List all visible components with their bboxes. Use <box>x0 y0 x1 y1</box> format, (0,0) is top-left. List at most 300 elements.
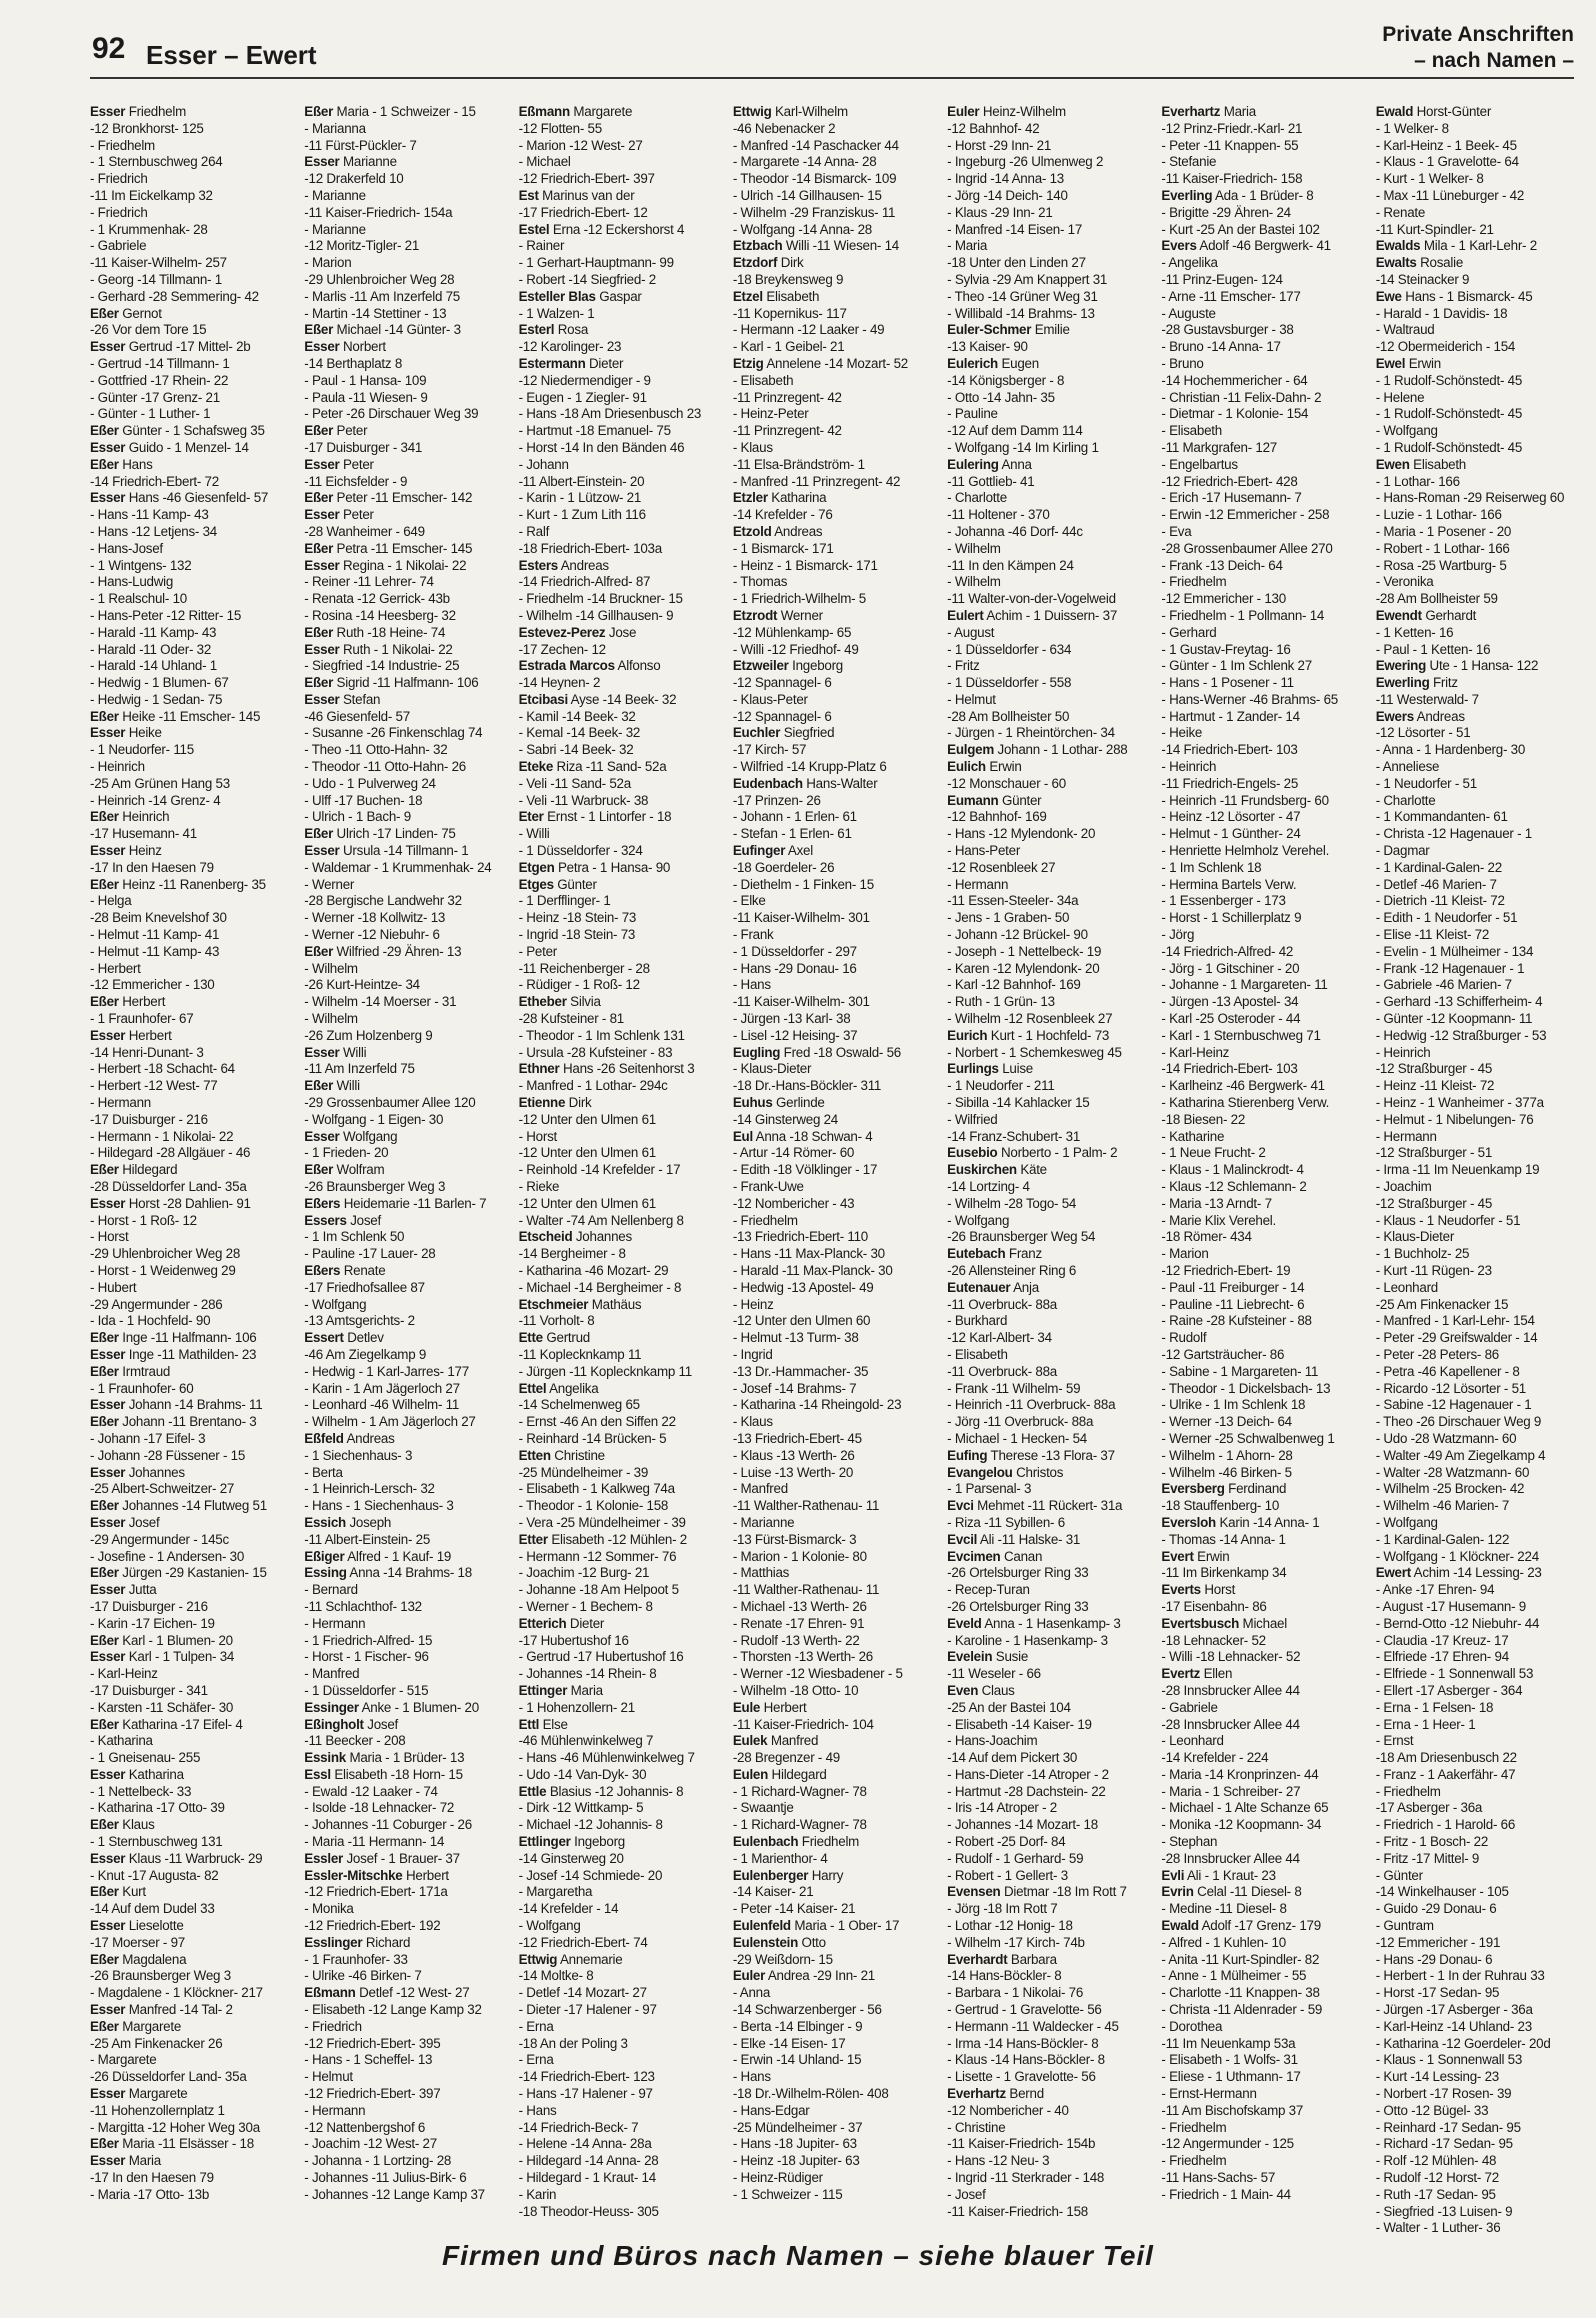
directory-entry <box>304 1162 508 1179</box>
directory-entry <box>733 238 937 255</box>
entry-surname: Essler <box>304 1850 343 1866</box>
directory-entry <box>304 1784 508 1801</box>
entry-details: Norbert <box>343 339 386 355</box>
directory-entry <box>1376 2220 1580 2237</box>
entry-details: Heinrich <box>122 809 170 825</box>
entry-details: - Elisabeth - 1 Kalkweg 74a <box>518 1481 675 1497</box>
entry-details: - Otto -12 Bügel- 33 <box>1375 2102 1489 2118</box>
directory-entry <box>1161 205 1365 222</box>
directory-entry <box>733 776 937 793</box>
entry-details: - Helene -14 Anna- 28a <box>518 2136 652 2152</box>
directory-entry <box>733 322 937 339</box>
entry-surname: Esser <box>90 1464 126 1480</box>
directory-entry <box>1376 1213 1580 1230</box>
entry-details: Anna <box>1001 456 1032 472</box>
entry-details: - Fritz - 1 Bosch- 22 <box>1375 1834 1489 1850</box>
entry-details: - Hermann -12 Laaker - 49 <box>732 322 885 338</box>
entry-details: - Heinrich -14 Grenz- 4 <box>90 792 221 808</box>
directory-entry <box>519 1985 723 2002</box>
directory-entry <box>304 1145 508 1162</box>
directory-entry <box>733 1549 937 1566</box>
entry-details: Alfred - 1 Kauf- 19 <box>347 1548 452 1564</box>
entry-details: -26 Vor dem Tore 15 <box>90 322 207 338</box>
entry-surname: Esser <box>90 490 126 506</box>
directory-entry <box>519 238 723 255</box>
entry-details: - Christine <box>947 2119 1006 2135</box>
entry-surname: Eveld <box>947 1615 982 1631</box>
directory-entry <box>519 675 723 692</box>
directory-entry <box>304 1549 508 1566</box>
directory-entry <box>947 255 1151 272</box>
entry-surname: Eurlings <box>947 1061 999 1077</box>
directory-column <box>90 104 294 2237</box>
entry-details: Michael -14 Günter- 3 <box>336 322 461 338</box>
entry-surname: Estel <box>518 221 550 237</box>
entry-details: - Maria - 1 Posener - 20 <box>1375 523 1512 539</box>
directory-entry <box>90 222 294 239</box>
directory-entry <box>1161 1162 1365 1179</box>
directory-entry <box>90 709 294 726</box>
entry-details: - Gottfried -17 Rhein- 22 <box>90 372 229 388</box>
entry-details: Dirk <box>780 255 804 271</box>
entry-details: - Johannes -12 Lange Kamp 37 <box>304 2186 485 2202</box>
directory-entry <box>519 944 723 961</box>
directory-entry <box>1376 742 1580 759</box>
directory-entry <box>90 843 294 860</box>
directory-entry <box>1161 322 1365 339</box>
directory-entry <box>519 1532 723 1549</box>
directory-entry <box>304 809 508 826</box>
entry-details: Johannes <box>128 1464 185 1480</box>
directory-entry <box>947 1549 1151 1566</box>
entry-details: - 1 Im Schlenk 18 <box>1161 859 1262 875</box>
directory-entry <box>1161 440 1365 457</box>
entry-surname: Estrada Marcos <box>518 658 615 674</box>
entry-details: - Hans <box>732 977 771 993</box>
entry-details: - Marie Klix Verehel. <box>1161 1212 1276 1228</box>
entry-details: - 1 Welker- 8 <box>1375 120 1449 136</box>
directory-entry <box>1376 1700 1580 1717</box>
directory-column <box>519 104 723 2237</box>
entry-surname: Eßer <box>90 994 119 1010</box>
entry-details: -11 Kaiser-Wilhelm- 257 <box>90 255 227 271</box>
entry-details: - Bruno -14 Anna- 17 <box>1161 339 1281 355</box>
directory-entry <box>519 1498 723 1515</box>
directory-entry <box>1376 524 1580 541</box>
entry-details: -18 Am Driesenbusch 22 <box>1375 1750 1517 1766</box>
entry-details: Dietmar -18 Im Rott 7 <box>1003 1884 1127 1900</box>
directory-entry <box>733 944 937 961</box>
directory-entry <box>1376 1364 1580 1381</box>
entry-details: - Jens - 1 Graben- 50 <box>947 910 1070 926</box>
directory-entry <box>1376 121 1580 138</box>
directory-entry <box>90 1817 294 1834</box>
entry-details: Annemarie <box>559 1951 623 1967</box>
directory-entry <box>304 1213 508 1230</box>
entry-details: -18 Goerdeler- 26 <box>732 859 835 875</box>
entry-details: - Elisabeth <box>947 1346 1008 1362</box>
entry-surname: Ethner <box>518 1061 560 1077</box>
directory-entry <box>90 2103 294 2120</box>
directory-entry <box>733 440 937 457</box>
entry-details: Luise <box>1002 1061 1033 1077</box>
directory-entry <box>1376 1868 1580 1885</box>
entry-details: - Otto -14 Jahn- 35 <box>947 389 1055 405</box>
entry-details: -11 Prinz-Eugen- 124 <box>1161 271 1283 287</box>
directory-entry <box>304 1196 508 1213</box>
directory-entry <box>733 994 937 1011</box>
directory-entry <box>1376 961 1580 978</box>
entry-details: -29 Uhlenbroicher Weg 28 <box>90 1246 241 1262</box>
directory-entry <box>304 1582 508 1599</box>
directory-entry <box>304 1985 508 2002</box>
directory-entry <box>733 1129 937 1146</box>
entry-details: -28 Grossenbaumer Allee 270 <box>1161 540 1333 556</box>
entry-details: -18 Friedrich-Ebert- 103a <box>518 540 662 556</box>
directory-entry <box>519 104 723 121</box>
entry-details: - Thorsten -13 Werth- 26 <box>732 1649 873 1665</box>
entry-details: -13 Friedrich-Ebert- 45 <box>732 1430 862 1446</box>
directory-entry <box>90 121 294 138</box>
entry-surname: Eßer <box>90 1716 119 1732</box>
directory-entry <box>90 642 294 659</box>
directory-entry <box>1376 423 1580 440</box>
entry-details: -14 Friedrich-Beck- 7 <box>518 2119 639 2135</box>
entry-details: - Jürgen -13 Apostel- 34 <box>1161 994 1299 1010</box>
directory-entry <box>1376 1431 1580 1448</box>
directory-entry <box>519 205 723 222</box>
entry-details: - Medine -11 Diesel- 8 <box>1161 1901 1287 1917</box>
entry-surname: Eßer <box>90 1884 119 1900</box>
entry-details: Ali -11 Halske- 31 <box>979 1531 1081 1547</box>
entry-details: - Hans -18 Am Driesenbusch 23 <box>518 406 702 422</box>
directory-entry <box>733 625 937 642</box>
directory-entry <box>1376 104 1580 121</box>
entry-details: - Klaus -29 Inn- 21 <box>947 204 1053 220</box>
directory-entry <box>519 138 723 155</box>
directory-entry <box>304 927 508 944</box>
entry-details: Heike -11 Emscher- 145 <box>122 708 261 724</box>
entry-details: -28 Innsbrucker Allee 44 <box>1161 1682 1300 1698</box>
directory-entry <box>1161 1481 1365 1498</box>
entry-surname: Essler-Mitschke <box>304 1867 403 1883</box>
directory-entry <box>519 1112 723 1129</box>
directory-entry <box>1376 289 1580 306</box>
entry-details: Peter -11 Emscher- 142 <box>336 490 473 506</box>
entry-details: - Wolfgang <box>304 1296 367 1312</box>
entry-details: - Elise -11 Kleist- 72 <box>1375 927 1490 943</box>
directory-entry <box>304 1616 508 1633</box>
directory-entry <box>947 658 1151 675</box>
entry-details: - Horst -17 Sedan- 95 <box>1375 1985 1500 2001</box>
entry-details: Anke - 1 Blumen- 20 <box>361 1699 479 1715</box>
entry-details: - Christa -12 Hagenauer - 1 <box>1375 826 1532 842</box>
entry-details: - Friedrich - 1 Harold- 66 <box>1375 1817 1516 1833</box>
entry-details: -12 Friedrich-Ebert- 19 <box>1161 1262 1291 1278</box>
entry-details: - Heinz -12 Lösorter - 47 <box>1161 809 1301 825</box>
directory-entry <box>90 1498 294 1515</box>
entry-surname: Esser <box>90 1027 126 1043</box>
directory-entry <box>1376 1750 1580 1767</box>
entry-details: -28 Bergische Landwehr 32 <box>304 893 462 909</box>
entry-details: - 1 Rudolf-Schönstedt- 45 <box>1375 406 1523 422</box>
entry-details: Willi <box>336 1078 360 1094</box>
directory-entry <box>1161 490 1365 507</box>
directory-entry <box>90 1515 294 1532</box>
directory-entry <box>1376 205 1580 222</box>
directory-entry <box>733 423 937 440</box>
directory-entry <box>519 1431 723 1448</box>
entry-surname: Etzig <box>732 355 764 371</box>
entry-details: - Maria -11 Hermann- 14 <box>304 1834 445 1850</box>
entry-surname: Esterl <box>518 322 555 338</box>
directory-entry <box>90 2002 294 2019</box>
entry-details: - Friedrich <box>90 204 148 220</box>
entry-surname: Essich <box>304 1514 346 1530</box>
directory-entry <box>947 994 1151 1011</box>
directory-entry <box>947 1599 1151 1616</box>
directory-entry <box>304 625 508 642</box>
directory-entry <box>1376 1297 1580 1314</box>
directory-entry <box>1161 356 1365 373</box>
entry-details: -11 Markgrafen- 127 <box>1161 439 1277 455</box>
entry-details: - Peter <box>518 943 557 959</box>
entry-surname: Esteller Blas <box>518 288 596 304</box>
entry-details: - 1 Heinrich-Lersch- 32 <box>304 1481 435 1497</box>
directory-entry <box>733 1448 937 1465</box>
entry-details: Johann - 1 Lothar- 288 <box>997 742 1128 758</box>
directory-entry <box>90 809 294 826</box>
directory-entry <box>519 608 723 625</box>
directory-entry <box>1376 709 1580 726</box>
directory-column <box>1161 104 1365 2237</box>
entry-details: - Wilhelm -46 Birken- 5 <box>1161 1464 1292 1480</box>
directory-entry <box>947 2153 1151 2170</box>
directory-entry <box>519 1851 723 1868</box>
entry-surname: Esser <box>304 557 340 573</box>
entry-details: Ingeborg <box>792 658 844 674</box>
entry-surname: Eßer <box>304 423 334 439</box>
directory-entry <box>90 574 294 591</box>
entry-details: - Johanna - 1 Lortzing- 28 <box>304 2153 452 2169</box>
entry-details: - Günter - 1 Im Schlenk 27 <box>1161 658 1312 674</box>
entry-details: - Karoline - 1 Hasenkamp- 3 <box>947 1632 1108 1648</box>
directory-entry <box>947 238 1151 255</box>
directory-entry <box>90 474 294 491</box>
directory-entry <box>519 893 723 910</box>
entry-details: Mathäus <box>591 1296 642 1312</box>
entry-details: - Walter -74 Am Nellenberg 8 <box>518 1212 684 1228</box>
entry-details: -46 Mühlenwinkelweg 7 <box>518 1733 654 1749</box>
entry-details: - Rainer <box>518 238 565 254</box>
entry-surname: Eßer <box>90 1565 119 1581</box>
directory-entry <box>733 2170 937 2187</box>
entry-details: Celal -11 Diesel- 8 <box>1197 1884 1302 1900</box>
entry-details: -12 Nombericher - 43 <box>732 1195 855 1211</box>
directory-entry <box>304 591 508 608</box>
directory-entry <box>90 1800 294 1817</box>
directory-entry <box>304 238 508 255</box>
directory-entry <box>1161 961 1365 978</box>
entry-details: - Maria - 1 Schreiber- 27 <box>1161 1783 1301 1799</box>
entry-details: -12 Drakerfeld 10 <box>304 171 404 187</box>
directory-entry <box>1376 1313 1580 1330</box>
entry-details: - Rudolf -13 Werth- 22 <box>732 1632 860 1648</box>
directory-entry <box>519 1817 723 1834</box>
directory-entry <box>519 373 723 390</box>
directory-entry <box>90 1565 294 1582</box>
directory-entry <box>519 2170 723 2187</box>
directory-entry <box>1376 339 1580 356</box>
directory-entry <box>304 2187 508 2204</box>
entry-surname: Eule <box>732 1699 761 1715</box>
entry-details: - Heinz-Peter <box>732 406 809 422</box>
directory-entry <box>1376 1582 1580 1599</box>
entry-details: - Jürgen -13 Karl- 38 <box>732 1011 851 1027</box>
entry-details: - Heinz -11 Kleist- 72 <box>1375 1078 1495 1094</box>
directory-entry <box>947 759 1151 776</box>
entry-details: Norberto - 1 Palm- 2 <box>1000 1145 1118 1161</box>
directory-entry <box>90 994 294 1011</box>
directory-entry <box>733 1431 937 1448</box>
entry-details: -28 Innsbrucker Allee 44 <box>1161 1850 1300 1866</box>
directory-entry <box>1376 2002 1580 2019</box>
entry-details: - Max -11 Lüneburger - 42 <box>1375 187 1525 203</box>
directory-entry <box>519 1397 723 1414</box>
directory-entry <box>304 658 508 675</box>
entry-details: - Guido -29 Donau- 6 <box>1375 1901 1497 1917</box>
entry-details: - Theodor - 1 Im Schlenk 131 <box>518 1027 685 1043</box>
entry-details: - Lisette - 1 Gravelotte- 56 <box>947 2069 1096 2085</box>
entry-details: - Siegfried -14 Industrie- 25 <box>304 658 460 674</box>
directory-entry <box>947 1381 1151 1398</box>
entry-details: Gerhardt <box>1425 607 1477 623</box>
directory-entry <box>304 742 508 759</box>
entry-details: -11 Koplecknkamp 11 <box>518 1346 642 1362</box>
directory-entry <box>1376 188 1580 205</box>
entry-details: -18 Breykensweg 9 <box>732 271 844 287</box>
directory-entry <box>90 742 294 759</box>
directory-entry <box>1376 642 1580 659</box>
entry-details: Klaus -11 Warbruck- 29 <box>128 1850 263 1866</box>
directory-entry <box>1161 1784 1365 1801</box>
directory-entry <box>304 793 508 810</box>
entry-details: Günter - 1 Schafsweg 35 <box>122 423 265 439</box>
directory-entry <box>1161 826 1365 843</box>
entry-details: - Hans-Josef <box>90 540 163 556</box>
directory-entry <box>947 406 1151 423</box>
entry-surname: Eßer <box>304 943 334 959</box>
entry-details: - Klaus - 1 Malinckrodt- 4 <box>1161 1162 1304 1178</box>
entry-details: - Manfred <box>304 1666 360 1682</box>
directory-entry <box>1161 709 1365 726</box>
entry-details: - Bruno <box>1161 355 1204 371</box>
entry-details: - Harald -14 Uhland- 1 <box>90 658 217 674</box>
directory-entry <box>1376 1817 1580 1834</box>
entry-surname: Esser <box>90 1850 126 1866</box>
directory-entry <box>1161 2153 1365 2170</box>
entry-details: - Rosina -14 Heesberg- 32 <box>304 607 456 623</box>
entry-details: Hildegard <box>771 1766 827 1782</box>
directory-entry <box>733 1498 937 1515</box>
entry-details: - Ruth -17 Sedan- 95 <box>1375 2186 1496 2202</box>
directory-entry <box>1376 877 1580 894</box>
directory-entry <box>1161 558 1365 575</box>
entry-surname: Eulenberger <box>732 1867 809 1883</box>
entry-details: - 1 Nettelbeck- 33 <box>90 1783 192 1799</box>
directory-entry <box>1161 658 1365 675</box>
directory-entry <box>947 2052 1151 2069</box>
directory-entry <box>1161 2170 1365 2187</box>
entry-details: - Udo -28 Watzmann- 60 <box>1375 1430 1517 1446</box>
entry-details: - Wolfgang -14 Im Kirling 1 <box>947 439 1099 455</box>
entry-details: - Ulrike - 1 Im Schlenk 18 <box>1161 1397 1306 1413</box>
directory-entry <box>90 608 294 625</box>
directory-entry <box>947 373 1151 390</box>
directory-entry <box>733 1884 937 1901</box>
directory-entry <box>733 1733 937 1750</box>
directory-entry <box>1376 1565 1580 1582</box>
entry-surname: Eter <box>518 809 544 825</box>
directory-entry <box>519 776 723 793</box>
directory-entry <box>1161 1448 1365 1465</box>
entry-details: - Horst - 1 Schillerplatz 9 <box>1161 910 1302 926</box>
entry-details: -12 Spannagel- 6 <box>732 675 832 691</box>
directory-entry <box>733 1280 937 1297</box>
entry-details: - Angelika <box>1161 255 1218 271</box>
entry-details: - Johann -28 Füssener - 15 <box>90 1447 246 1463</box>
directory-entry <box>1376 1196 1580 1213</box>
entry-details: Detlev <box>347 1330 384 1346</box>
entry-surname: Est <box>518 187 539 203</box>
entry-details: -17 Friedrich-Ebert- 12 <box>518 204 648 220</box>
directory-entry <box>90 1297 294 1314</box>
entry-details: -13 Amtsgerichts- 2 <box>304 1313 415 1329</box>
directory-entry <box>1161 104 1365 121</box>
directory-entry <box>519 1935 723 1952</box>
directory-entry <box>90 1633 294 1650</box>
entry-details: - Willibald -14 Brahms- 13 <box>947 305 1095 321</box>
directory-entry <box>519 121 723 138</box>
directory-entry <box>519 961 723 978</box>
directory-entry <box>1161 759 1365 776</box>
entry-details: - Hans -17 Halener - 97 <box>518 2086 653 2102</box>
directory-entry <box>947 1700 1151 1717</box>
directory-entry <box>90 1717 294 1734</box>
directory-entry <box>947 1028 1151 1045</box>
entry-details: - Marianne <box>304 187 366 203</box>
directory-entry <box>304 1817 508 1834</box>
entry-details: - Karin - 1 Am Jägerloch 27 <box>304 1380 460 1396</box>
entry-details: - Hans-Joachim <box>947 1733 1038 1749</box>
entry-details: - Helmut - 1 Günther- 24 <box>1161 826 1301 842</box>
directory-entry <box>947 1196 1151 1213</box>
directory-entry <box>733 390 937 407</box>
directory-entry <box>1161 1179 1365 1196</box>
directory-entry <box>519 1784 723 1801</box>
entry-details: - Hermann <box>304 1615 366 1631</box>
entry-details: Hans - 1 Bismarck- 45 <box>1405 288 1533 304</box>
entry-details: - Theo -14 Grüner Weg 31 <box>947 288 1098 304</box>
entry-details: -17 Eisenbahn- 86 <box>1161 1598 1267 1614</box>
directory-entry <box>1161 1901 1365 1918</box>
entry-details: -12 Bahnhof- 42 <box>947 120 1040 136</box>
entry-details: -14 Kaiser- 21 <box>732 1884 814 1900</box>
directory-entry <box>90 1834 294 1851</box>
directory-entry <box>1376 440 1580 457</box>
directory-entry <box>947 1733 1151 1750</box>
directory-entry <box>1376 1918 1580 1935</box>
